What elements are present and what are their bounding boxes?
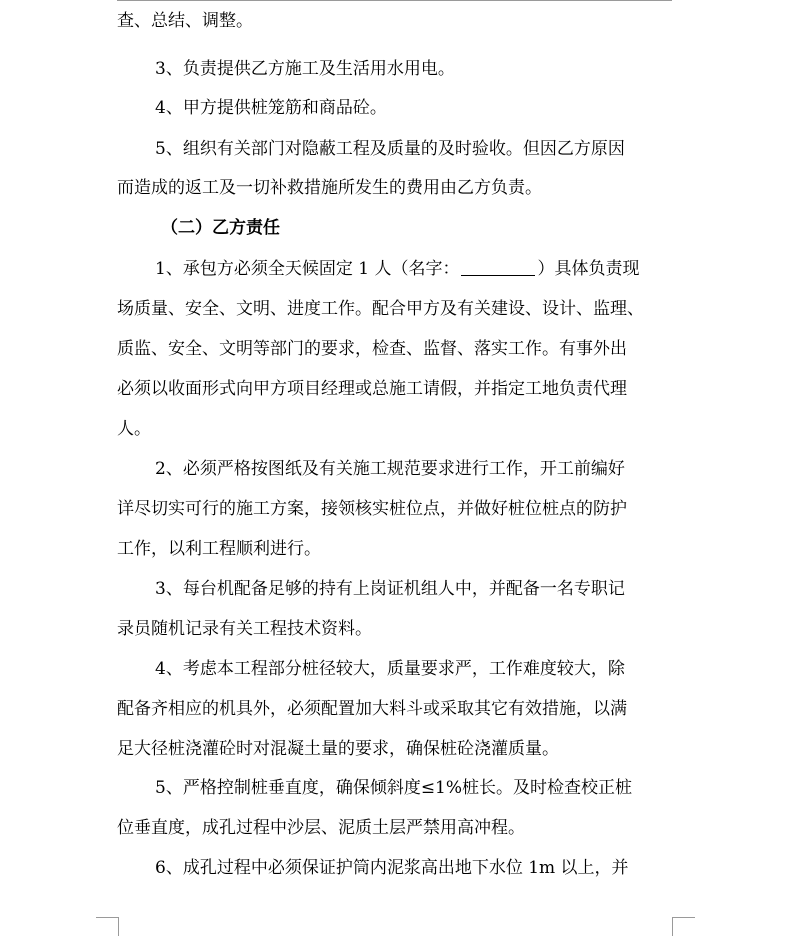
text-line: 详尽切实可行的施工方案，接领核实桩位点，并做好桩位桩点的防护 bbox=[117, 499, 627, 519]
text-line: 而造成的返工及一切补救措施所发生的费用由乙方负责。 bbox=[117, 178, 542, 198]
margin-corner-right bbox=[672, 917, 695, 936]
text-line: 配备齐相应的机具外，必须配置加大料斗或采取其它有效措施，以满 bbox=[117, 699, 627, 719]
text-line: 工作，以利工程顺利进行。 bbox=[117, 539, 321, 559]
text-segment: 1、承包方必须全天候固定 1 人（名字： bbox=[155, 259, 460, 279]
text-line bbox=[155, 257, 715, 281]
text-line: 2、必须严格按图纸及有关施工规范要求进行工作，开工前编好 bbox=[155, 459, 625, 479]
margin-corner-left bbox=[96, 917, 119, 936]
text-line: 5、严格控制桩垂直度，确保倾斜度≤1%桩长。及时检查校正桩 bbox=[155, 778, 633, 798]
text-line: 4、考虑本工程部分桩径较大，质量要求严，工作难度较大，除 bbox=[155, 659, 625, 679]
text-segment: ）具体负责现 bbox=[537, 259, 640, 279]
section-heading: （二）乙方责任 bbox=[161, 218, 280, 238]
text-line: 必须以收面形式向甲方项目经理或总施工请假，并指定工地负责代理 bbox=[117, 379, 627, 399]
text-line: 查、总结、调整。 bbox=[117, 11, 253, 31]
text-line: 质监、安全、文明等部门的要求，检查、监督、落实工作。有事外出 bbox=[117, 339, 627, 359]
text-line: 6、成孔过程中必须保证护筒内泥浆高出地下水位 1m 以上，并 bbox=[155, 858, 629, 878]
text-line: 4、甲方提供桩笼筋和商品砼。 bbox=[155, 98, 387, 118]
text-line: 场质量、安全、文明、进度工作。配合甲方及有关建设、设计、监理、 bbox=[117, 299, 644, 319]
text-line: 位垂直度，成孔过程中沙层、泥质土层严禁用高冲程。 bbox=[117, 818, 525, 838]
text-line: 人。 bbox=[117, 419, 151, 439]
name-blank-field bbox=[461, 259, 535, 276]
text-line: 录员随机记录有关工程技术资料。 bbox=[117, 619, 372, 639]
text-line: 3、负责提供乙方施工及生活用水用电。 bbox=[155, 59, 455, 79]
text-line: 5、组织有关部门对隐蔽工程及质量的及时验收。但因乙方原因 bbox=[155, 139, 625, 159]
header-rule bbox=[117, 0, 672, 1]
text-line: 足大径桩浇灌砼时对混凝土量的要求，确保桩砼浇灌质量。 bbox=[117, 739, 559, 759]
text-line: 3、每台机配备足够的持有上岗证机组人中，并配备一名专职记 bbox=[155, 579, 625, 599]
